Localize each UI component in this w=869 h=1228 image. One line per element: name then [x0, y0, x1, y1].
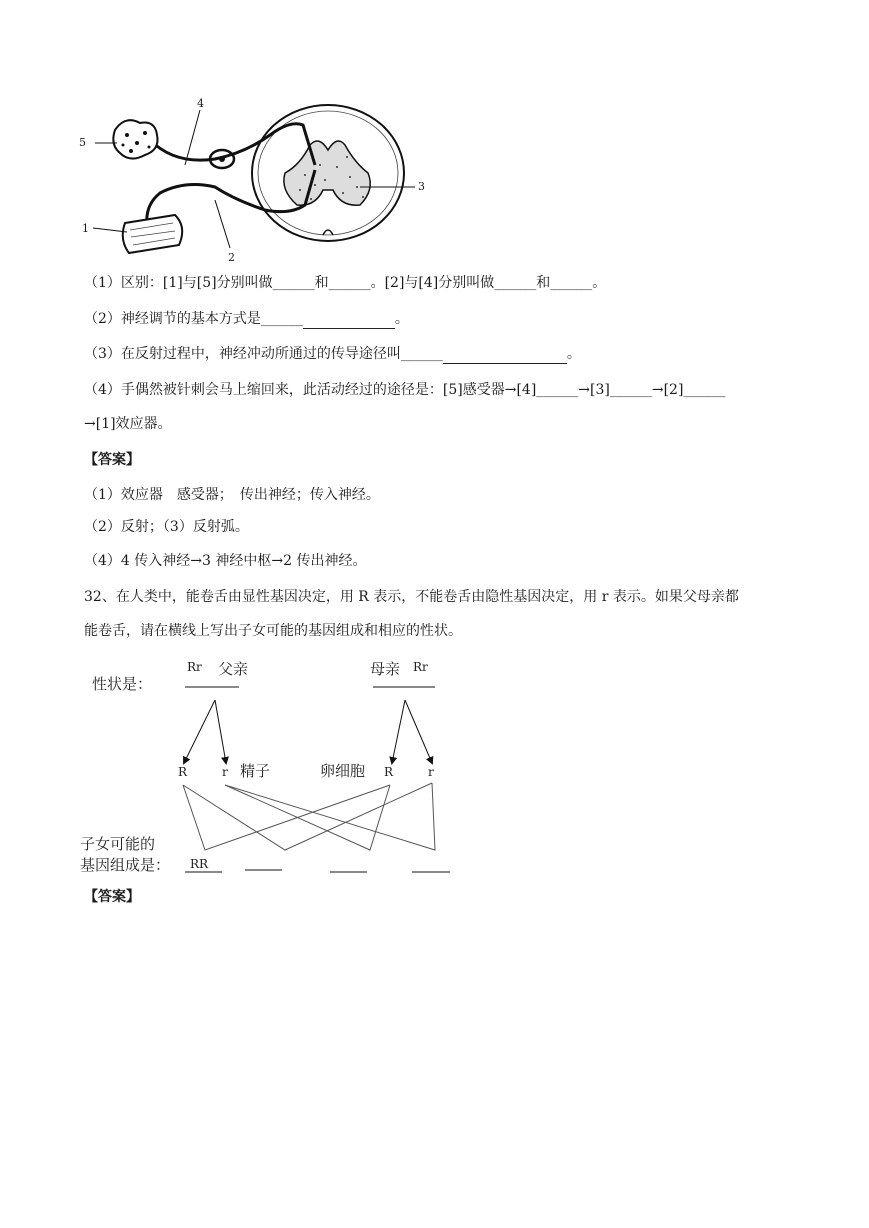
mother-gamete-r: r — [428, 765, 434, 779]
question-1-3-text: （3）在反射过程中，神经冲动所通过的传导途径叫______ — [84, 346, 443, 362]
question-1-3-end: 。 — [566, 346, 581, 362]
father-gamete-r: r — [222, 765, 228, 779]
question-1-2-end: 。 — [394, 311, 409, 327]
mother-gamete-R: R — [384, 765, 394, 779]
offspring-label-line1: 子女可能的 — [80, 835, 156, 853]
father-genotype: Rr — [187, 660, 202, 674]
father-label: 父亲 — [218, 660, 249, 678]
reflex-arc-drawing — [75, 95, 435, 270]
question-1-1: （1）区别：[1]与[5]分别叫做______和______。[2]与[4]分别叫做______和______。 — [84, 275, 607, 291]
father-gamete-R: R — [178, 765, 188, 779]
figure-label-1: 1 — [82, 222, 89, 235]
sperm-label: 精子 — [240, 762, 271, 780]
egg-label: 卵细胞 — [320, 762, 366, 780]
offspring-blank-3[interactable] — [330, 857, 367, 872]
question-1-4-line1: （4）手偶然被针刺会马上缩回来，此活动经过的途径是：[5]感受器→[4]______→[3]______→[2]______ — [84, 382, 726, 398]
figure-label-2: 2 — [228, 251, 235, 264]
offspring-blank-2[interactable] — [245, 855, 282, 870]
mother-genotype: Rr — [413, 660, 428, 674]
answer-1-2: （2）反射；（3）反射弧。 — [84, 519, 249, 535]
offspring-label-line2: 基因组成是： — [80, 856, 171, 874]
answer-header-2: 【答案】 — [84, 889, 140, 905]
question-1-2 — [84, 309, 409, 329]
answer-header: 【答案】 — [84, 452, 140, 468]
offspring-genotype-1: RR — [190, 857, 209, 871]
answer-blank[interactable] — [443, 349, 567, 364]
trait-label: 性状是： — [92, 675, 153, 693]
figure-label-5: 5 — [79, 136, 86, 149]
answer-1-1: （1）效应器 感受器； 传出神经；传入神经。 — [84, 487, 380, 503]
reflex-arc-figure — [75, 95, 435, 270]
question-1-2-text: （2）神经调节的基本方式是______ — [84, 311, 303, 327]
offspring-blank-4[interactable] — [412, 857, 450, 872]
question-32-line2: 能卷舌，请在横线上写出子女可能的基因组成和相应的性状。 — [84, 623, 462, 639]
question-32-line1: 32、在人类中，能卷舌由显性基因决定，用 R 表示，不能卷舌由隐性基因决定，用 r 表示。如果父母亲都 — [84, 589, 739, 605]
answer-blank[interactable] — [303, 314, 395, 329]
question-1-4-line2: →[1]效应器。 — [84, 416, 172, 432]
answer-1-3: （4）4 传入神经→3 神经中枢→2 传出神经。 — [84, 553, 367, 569]
figure-label-4: 4 — [197, 97, 204, 110]
question-1-3 — [84, 344, 581, 364]
genetics-cross-figure — [80, 655, 460, 880]
mother-label: 母亲 — [370, 660, 401, 678]
figure-label-3: 3 — [418, 180, 425, 193]
